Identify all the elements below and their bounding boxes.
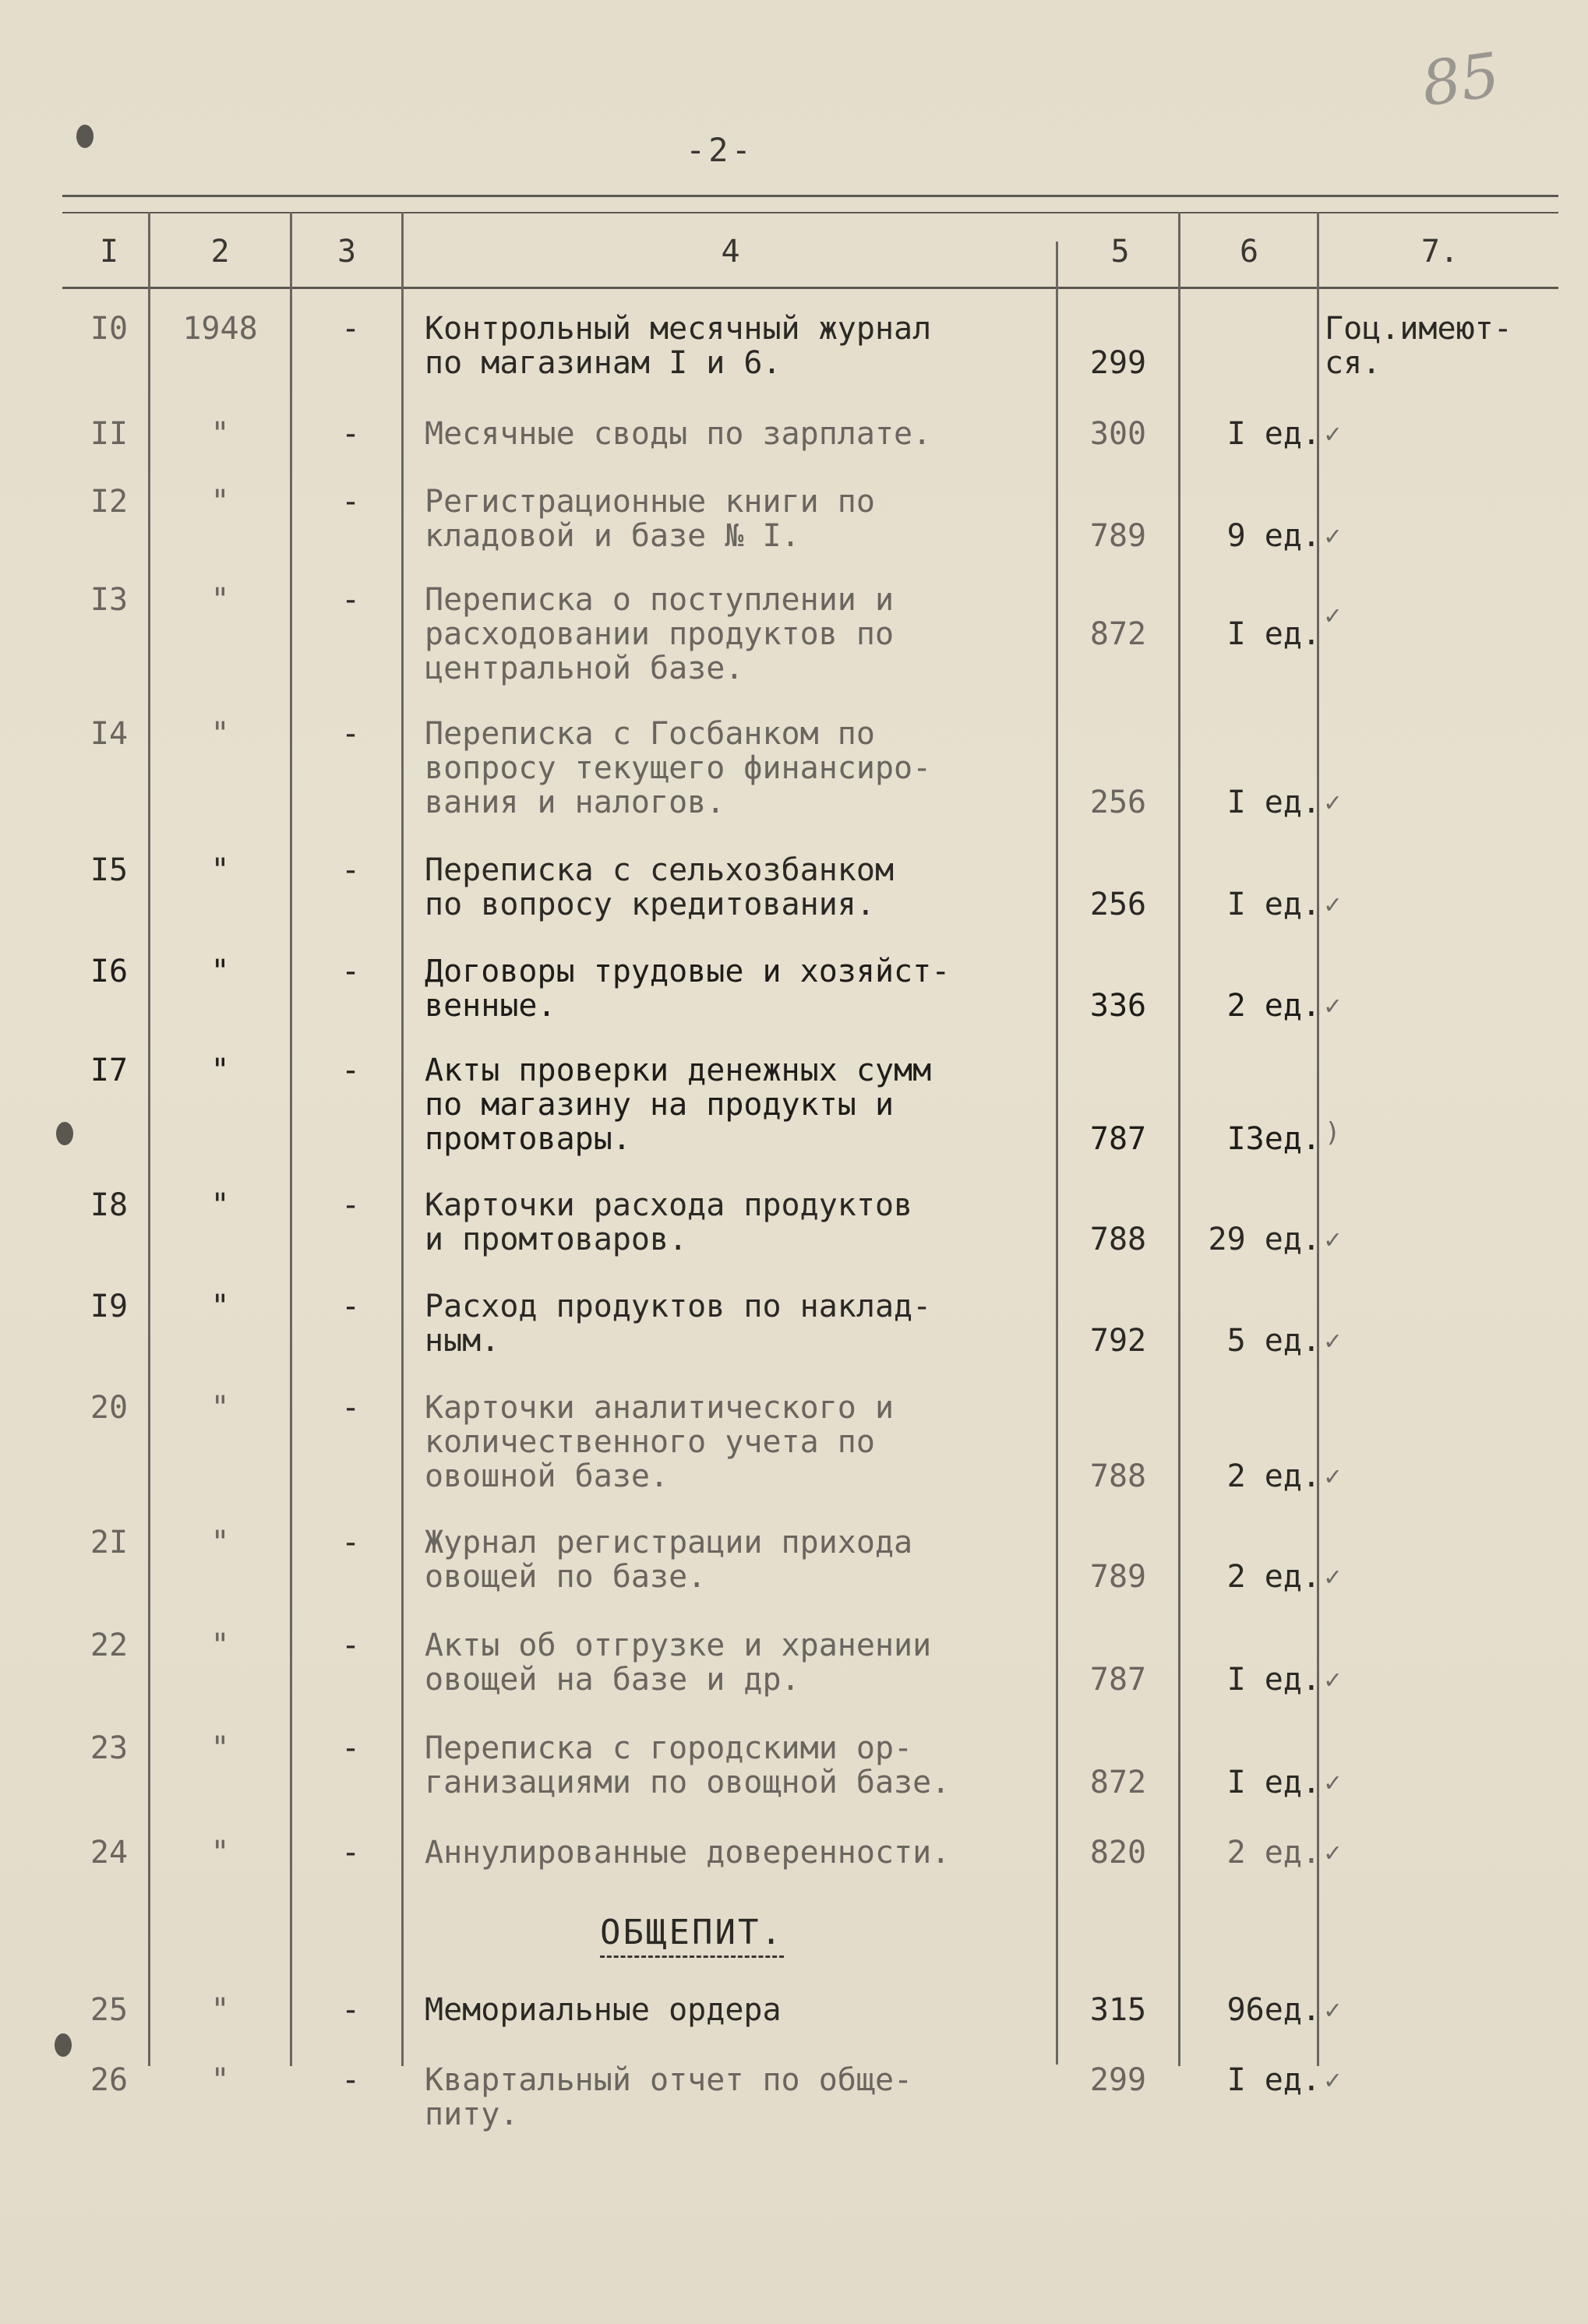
row-number: I7 xyxy=(90,1053,129,1088)
row-code: 789 xyxy=(1089,518,1147,554)
row-year: " xyxy=(210,1992,230,2028)
row-quantity: 2 ед. xyxy=(1226,1559,1321,1595)
row-quantity: 9 ед. xyxy=(1226,518,1321,554)
page-number: -2- xyxy=(686,131,754,169)
header-col-1: I xyxy=(99,234,119,270)
row-number: I2 xyxy=(90,484,129,520)
table-header-rule xyxy=(62,287,1558,289)
checkmark: ✓ xyxy=(1325,1224,1341,1255)
row-year: " xyxy=(210,852,230,888)
row-title: Акты проверки денежных сумм по магазину на продукты и промтовары. xyxy=(425,1053,932,1157)
row-dash: - xyxy=(341,1289,361,1324)
row-year: " xyxy=(210,1187,230,1223)
row-title: Переписка о поступлении и расходовании продуктов по центральной базе. xyxy=(425,582,895,686)
row-title: Переписка с Госбанком по вопросу текущего финансиро- вания и налогов. xyxy=(425,716,932,820)
row-dash: - xyxy=(341,582,361,618)
punch-hole-top xyxy=(76,125,94,148)
row-quantity: 2 ед. xyxy=(1226,1458,1321,1494)
row-number: 20 xyxy=(90,1390,129,1426)
checkmark: ✓ xyxy=(1325,1664,1341,1695)
row-dash: - xyxy=(341,1187,361,1223)
row-quantity: I ед. xyxy=(1226,2062,1321,2098)
row-code: 820 xyxy=(1089,1835,1147,1871)
row-year: " xyxy=(210,1289,230,1324)
column-divider-3 xyxy=(401,212,404,2066)
column-divider-1 xyxy=(148,212,150,2066)
row-year: " xyxy=(210,484,230,520)
punch-hole-middle xyxy=(56,1122,73,1145)
row-dash: - xyxy=(341,954,361,989)
checkmark: ✓ xyxy=(1325,1994,1341,2026)
row-quantity: I ед. xyxy=(1226,616,1321,652)
row-title: Договоры трудовые и хозяйст- венные. xyxy=(425,954,951,1024)
row-year: " xyxy=(210,1053,230,1088)
header-col-3: 3 xyxy=(337,234,357,270)
row-number: I5 xyxy=(90,852,129,888)
row-year: " xyxy=(210,1835,230,1871)
checkmark: ✓ xyxy=(1325,889,1341,920)
row-dash: - xyxy=(341,1525,361,1561)
row-dash: - xyxy=(341,1628,361,1663)
row-dash: - xyxy=(341,1053,361,1088)
checkmark: ✓ xyxy=(1325,1325,1341,1356)
header-col-7: 7. xyxy=(1420,234,1459,270)
row-quantity: I ед. xyxy=(1226,1662,1321,1698)
row-year: " xyxy=(210,1628,230,1663)
row-code: 256 xyxy=(1089,887,1147,922)
row-code: 787 xyxy=(1089,1662,1147,1698)
checkmark: ✓ xyxy=(1325,1767,1341,1798)
checkmark: ✓ xyxy=(1325,787,1341,818)
row-dash: - xyxy=(341,1390,361,1426)
row-year: " xyxy=(210,954,230,989)
row-title: Аннулированные доверенности. xyxy=(425,1835,951,1871)
row-year: " xyxy=(210,582,230,618)
row-number: 2I xyxy=(90,1525,129,1561)
row-number: 25 xyxy=(90,1992,129,2028)
row-quantity: 2 ед. xyxy=(1226,988,1321,1024)
row-year: " xyxy=(210,716,230,752)
row-year: " xyxy=(210,416,230,452)
checkmark: ✓ xyxy=(1325,418,1341,450)
checkmark: ✓ xyxy=(1325,1837,1341,1868)
punch-hole-bottom xyxy=(55,2033,72,2057)
checkmark: ) xyxy=(1325,1117,1341,1148)
column-divider-2 xyxy=(290,212,292,2066)
checkmark: ✓ xyxy=(1325,2065,1341,2096)
row-code: 299 xyxy=(1089,345,1147,381)
row-code: 789 xyxy=(1089,1559,1147,1595)
row-quantity: 5 ед. xyxy=(1226,1323,1321,1359)
row-dash: - xyxy=(341,484,361,520)
checkmark: ✓ xyxy=(1325,990,1341,1021)
header-col-5: 5 xyxy=(1110,234,1130,270)
row-title: Карточки аналитического и количественного учета по овошной базе. xyxy=(425,1390,895,1494)
row-title: Карточки расхода продуктов и промтоваров. xyxy=(425,1187,913,1257)
row-dash: - xyxy=(341,716,361,752)
column-divider-5 xyxy=(1178,212,1180,2066)
row-title: Переписка с городскими ор- ганизациями по овощной базе. xyxy=(425,1730,951,1800)
table-top-rule-2 xyxy=(62,212,1558,213)
row-number: 24 xyxy=(90,1835,129,1871)
row-code: 336 xyxy=(1089,988,1147,1024)
row-number: 26 xyxy=(90,2062,129,2098)
row-code: 300 xyxy=(1089,416,1147,452)
checkmark: ✓ xyxy=(1325,520,1341,552)
row-quantity: I ед. xyxy=(1226,416,1321,452)
row-number: I4 xyxy=(90,716,129,752)
row-code: 788 xyxy=(1089,1458,1147,1494)
row-title: Мемориальные ордера xyxy=(425,1992,782,2028)
row-quantity: I ед. xyxy=(1226,887,1321,922)
row-year: " xyxy=(210,2062,230,2098)
checkmark: ✓ xyxy=(1325,1561,1341,1592)
row-note: Гоц.имеют- ся. xyxy=(1325,311,1512,381)
row-quantity: 29 ед. xyxy=(1208,1222,1321,1257)
folio-number: 85 xyxy=(1417,40,1505,121)
row-quantity: 2 ед. xyxy=(1226,1835,1321,1871)
row-title: Акты об отгрузке и хранении овощей на базе и др. xyxy=(425,1628,932,1698)
header-col-6: 6 xyxy=(1239,234,1259,270)
row-title: Журнал регистрации прихода овощей по базе. xyxy=(425,1525,913,1595)
row-title: Месячные своды по зарплате. xyxy=(425,416,932,452)
row-dash: - xyxy=(341,2062,361,2098)
row-number: 22 xyxy=(90,1628,129,1663)
row-quantity: I ед. xyxy=(1226,785,1321,820)
row-number: I8 xyxy=(90,1187,129,1223)
row-quantity: I3ед. xyxy=(1226,1121,1321,1157)
row-dash: - xyxy=(341,1992,361,2028)
row-year: " xyxy=(210,1525,230,1561)
row-number: 23 xyxy=(90,1730,129,1766)
row-year: 1948 xyxy=(182,311,258,347)
row-title: Регистрационные книги по кладовой и базе № I. xyxy=(425,484,875,554)
row-code: 788 xyxy=(1089,1222,1147,1257)
row-dash: - xyxy=(341,1835,361,1871)
row-dash: - xyxy=(341,852,361,888)
checkmark: ✓ xyxy=(1325,1461,1341,1492)
checkmark: ✓ xyxy=(1325,600,1341,631)
row-year: " xyxy=(210,1390,230,1426)
row-code: 872 xyxy=(1089,1765,1147,1800)
header-col-2: 2 xyxy=(210,234,230,270)
row-title: Переписка с сельхозбанком по вопросу кредитования. xyxy=(425,852,895,922)
table-top-rule xyxy=(62,195,1558,197)
row-dash: - xyxy=(341,311,361,347)
row-code: 787 xyxy=(1089,1121,1147,1157)
row-code: 872 xyxy=(1089,616,1147,652)
row-number: I3 xyxy=(90,582,129,618)
row-quantity: 96ед. xyxy=(1226,1992,1321,2028)
row-code: 792 xyxy=(1089,1323,1147,1359)
row-number: I6 xyxy=(90,954,129,989)
row-number: II xyxy=(90,416,129,452)
row-code: 256 xyxy=(1089,785,1147,820)
row-title: Квартальный отчет по обще- питу. xyxy=(425,2062,913,2132)
row-code: 315 xyxy=(1089,1992,1147,2028)
row-code: 299 xyxy=(1089,2062,1147,2098)
row-quantity: I ед. xyxy=(1226,1765,1321,1800)
row-number: I9 xyxy=(90,1289,129,1324)
row-number: I0 xyxy=(90,311,129,347)
header-col-4: 4 xyxy=(721,234,740,270)
section-title-obshchepit: ОБЩЕПИТ. xyxy=(600,1913,784,1958)
row-dash: - xyxy=(341,1730,361,1766)
row-title: Контрольный месячный журнал по магазинам I и 6. xyxy=(425,311,932,381)
row-year: " xyxy=(210,1730,230,1766)
row-title: Расход продуктов по наклад- ным. xyxy=(425,1289,932,1359)
row-dash: - xyxy=(341,416,361,452)
